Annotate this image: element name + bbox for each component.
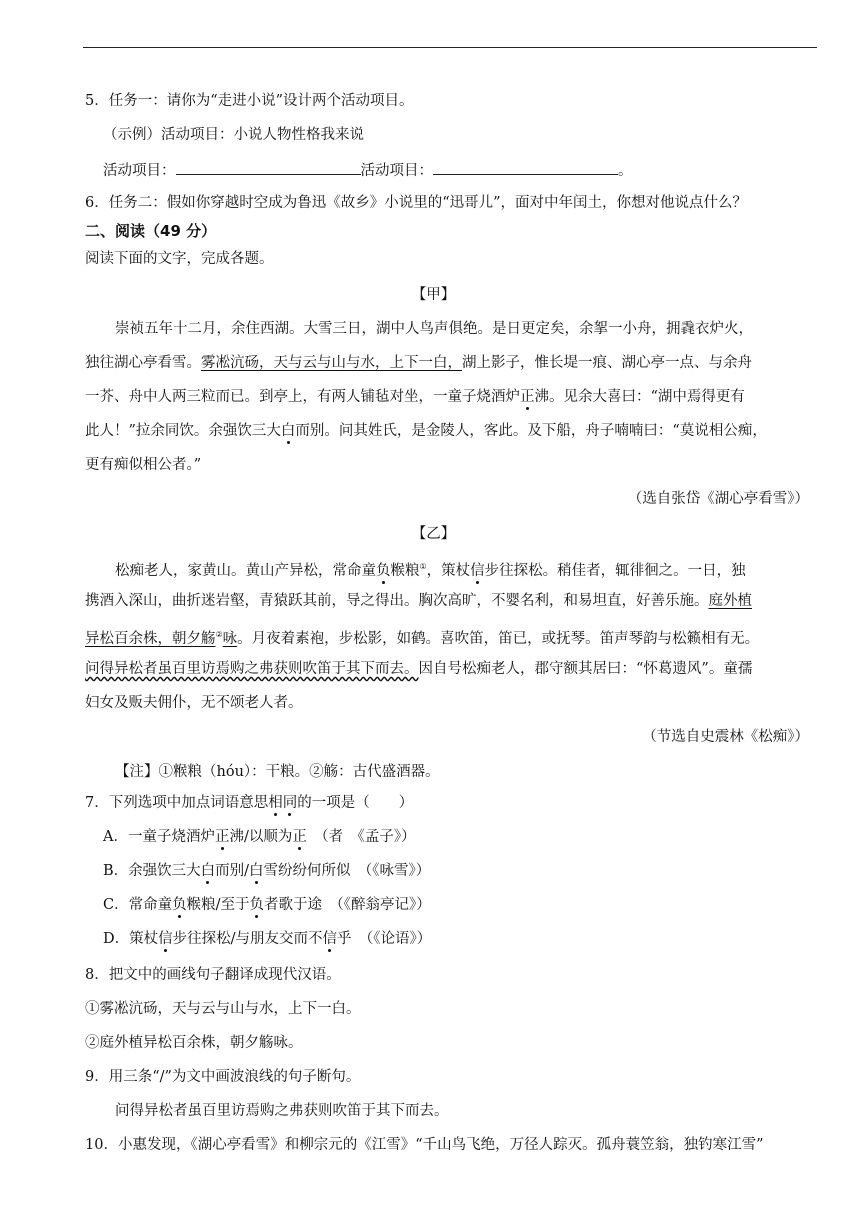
annotation-note: 【注】①糇粮（hóu）：干粮。②觞：古代盛酒器。	[115, 764, 440, 780]
header-rule	[83, 47, 817, 48]
dotted-char: 白	[280, 423, 296, 439]
jia-text: 湖上影子，惟长堤一痕、湖心亭一点、与余舟	[462, 355, 752, 371]
option-text: D．策杖	[103, 931, 159, 947]
q8-stem: 8．把文中的画线句子翻译成现代汉语。	[85, 967, 341, 983]
dotted-char: 正	[520, 389, 535, 405]
yi-text: 。月夜着素袍，步松影，如鹤。喜吹笛，笛已，或抚琴。笛声琴韵与松籁相有无。	[237, 631, 760, 647]
passage-jia-line-4	[85, 421, 767, 441]
passage-yi-line-1	[115, 557, 746, 581]
q8-sentence-2: ②庭外植异松百余株，朝夕觞咏。	[85, 1035, 303, 1051]
yi-underlined-sentence: 异松百余株，朝夕觞	[85, 631, 216, 647]
yi-text: 松痴老人，家黄山。黄山产异松，常命童	[115, 563, 376, 579]
dotted-char: 信	[470, 563, 485, 579]
q6-stem: 6．任务二：假如你穿越时空成为鲁迅《故乡》小说里的“迅哥儿”，面对中年闰土，你想对他说点什么？	[85, 195, 748, 211]
option-text: 糇粮/至于	[186, 897, 250, 913]
dotted-char: 相	[268, 795, 283, 811]
yi-underlined-sentence: 庭外植	[708, 593, 752, 609]
yi-text: 因自号松痴老人，郡守额其居曰：“怀葛遗风”。童孺	[418, 661, 753, 677]
option-text: A．一童子烧酒炉	[103, 829, 215, 845]
passage-yi-label: 【乙】	[411, 526, 456, 542]
q5-activity-line	[103, 159, 633, 181]
passage-yi-line-4	[85, 659, 752, 679]
activity-label-1: 活动项目：	[103, 163, 176, 179]
q5-stem: 5．任务一：请你为“走进小说”设计两个活动项目。	[85, 93, 414, 109]
passage-jia-line-1: 崇祯五年十二月，余住西湖。大雪三日，湖中人鸟声俱绝。是日更定矣，余挐一小舟，拥毳衣炉火，	[115, 321, 753, 337]
q5-end-mark: 。	[618, 163, 633, 179]
footnote-marker-2: ②	[215, 630, 223, 639]
jia-text: 独往湖心亭看雪。	[85, 355, 201, 371]
option-text: 而别/	[215, 863, 250, 879]
q9-stem: 9．用三条“/”为文中画波浪线的句子断句。	[85, 1069, 361, 1085]
jia-text: 此人！”拉余同饮。余强饮三大	[85, 423, 281, 439]
jia-text: 沸。见余大喜曰：“湖中焉得更有	[534, 389, 745, 405]
passage-yi-line-3	[85, 625, 759, 649]
option-text: 者歌于途 （《醉翁亭记》）	[264, 897, 431, 913]
option-text: 步往探松/与朋友交而不	[172, 931, 323, 947]
dotted-char: 负	[249, 897, 264, 913]
passage-yi-source: （节选自史震林《松痴》）	[642, 729, 809, 745]
footnote-marker-1: ①	[419, 562, 427, 571]
yi-underlined-sentence: 咏	[222, 631, 238, 647]
dotted-char: 信	[322, 931, 338, 947]
dotted-char: 负	[376, 563, 391, 579]
section2-title: 二、阅读（49 分）	[85, 222, 217, 240]
yi-text: 糇粮	[390, 563, 420, 579]
passage-yi-line-5: 妇女及贩夫佣仆，无不颂老人者。	[85, 695, 303, 711]
dotted-char: 负	[172, 897, 187, 913]
q7-option-b[interactable]	[103, 861, 430, 881]
q7-stem	[85, 793, 413, 813]
option-text: 沸/以顺为	[229, 829, 293, 845]
yi-text: 步往探松。稍佳者，辄徘徊之。一日，独	[484, 563, 746, 579]
passage-jia-line-2	[85, 353, 752, 373]
activity-blank-1[interactable]	[176, 159, 361, 175]
option-text: 乎 （《论语》）	[337, 931, 432, 947]
dotted-char: 同	[282, 795, 298, 811]
activity-blank-2[interactable]	[433, 159, 618, 175]
jia-text: 而别。问其姓氏，是金陵人，客此。及下船，舟子喃喃曰：“莫说相公痴，	[295, 423, 767, 439]
q7-text: 的一项是（ ）	[297, 795, 414, 811]
option-text: C．常命童	[103, 897, 173, 913]
q7-option-a[interactable]	[103, 827, 416, 847]
option-text: 者 《孟子》）	[328, 829, 416, 845]
q5-example: （示例）活动项目：小说人物性格我来说	[103, 127, 364, 143]
option-text: 雪纷纷何所似 （《咏雪》）	[263, 863, 431, 879]
q7-option-c[interactable]	[103, 895, 431, 915]
dotted-char: 正	[214, 829, 230, 845]
dotted-char: 正	[292, 829, 307, 845]
option-text	[307, 829, 322, 845]
option-text: B．余强饮三大	[103, 863, 201, 879]
q10-stem: 10．小惠发现，《湖心亭看雪》和柳宗元的《江雪》“千山鸟飞绝，万径人踪灭。孤舟蓑笠翁，独钓寒江雪”	[85, 1137, 764, 1153]
passage-yi-line-2	[85, 591, 752, 611]
passage-jia-line-3	[85, 387, 745, 407]
passage-jia-label: 【甲】	[411, 287, 456, 303]
dotted-char: 信	[158, 931, 173, 947]
jia-text: 一芥、舟中人两三粒而已。到亭上，有两人铺毡对坐，一童子烧酒炉	[85, 389, 520, 405]
passage-jia-source: （选自张岱《湖心亭看雪》）	[627, 491, 809, 507]
q8-sentence-1: ①雾凇沆砀，天与云与山与水，上下一白。	[85, 1001, 361, 1017]
q7-option-d[interactable]	[103, 929, 431, 949]
q7-text: 7．下列选项中加点词语意思	[85, 795, 269, 811]
jia-underlined-sentence: 雾凇沆砀，天与云与山与水，上下一白，	[201, 355, 462, 371]
section2-instruction: 阅读下面的文字，完成各题。	[85, 251, 274, 267]
activity-label-2: 活动项目：	[360, 163, 433, 179]
q9-sentence: 问得异松者虽百里访焉购之弗获则吹笛于其下而去。	[115, 1103, 449, 1119]
dotted-char: 白	[249, 863, 264, 879]
yi-wavy-sentence: 问得异松者虽百里访焉购之弗获则吹笛于其下而去。	[85, 661, 419, 677]
option-text: （	[321, 829, 329, 845]
yi-text: ，策杖	[426, 563, 471, 579]
yi-text: 携酒入深山，曲折迷岩壑，青猿跃其前，导之得出。胸次高旷，不婴名利，和易坦直，好善乐施。	[85, 593, 709, 609]
passage-jia-line-5: 更有痴似相公者。”	[85, 457, 202, 473]
dotted-char: 白	[200, 863, 216, 879]
